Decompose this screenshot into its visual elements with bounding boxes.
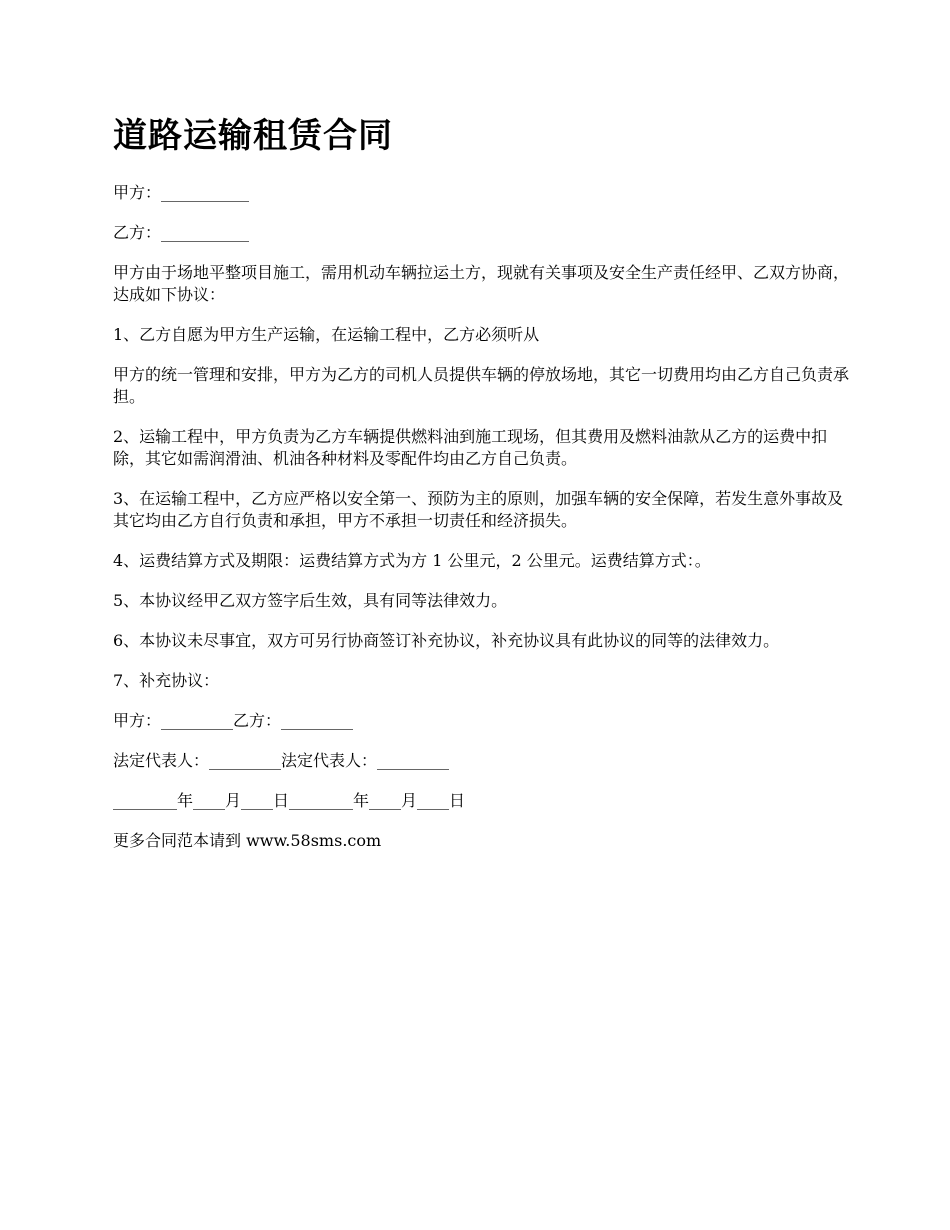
footer-link-text: 更多合同范本请到 www.58sms.com [113,831,382,850]
party-b-line: 乙方：___________ [113,223,250,242]
clause-1-continued: 甲方的统一管理和安排，甲方为乙方的司机人员提供车辆的停放场地，其它一切费用均由乙方自己负责承担。 [113,365,850,406]
document-page [113,112,853,870]
signature-dates: ________年____月____日________年____月____日 [113,791,466,810]
clause-1: 1、乙方自愿为甲方生产运输，在运输工程中，乙方必须听从 [113,325,540,344]
intro-paragraph: 甲方由于场地平整项目施工，需用机动车辆拉运土方，现就有关事项及安全生产责任经甲、乙双方协商，达成如下协议： [113,263,850,304]
signature-representatives: 法定代表人：_________法定代表人：_________ [113,751,450,770]
document-title: 道路运输租赁合同 [113,116,393,156]
clause-4: 4、运费结算方式及期限：运费结算方式为方 1 公里元，2 公里元。运费结算方式：。 [113,551,711,570]
clause-6: 6、本协议未尽事宜，双方可另行协商签订补充协议，补充协议具有此协议的同等的法律效力。 [113,631,780,650]
clause-7: 7、补充协议： [113,671,220,690]
clause-3: 3、在运输工程中，乙方应严格以安全第一、预防为主的原则，加强车辆的安全保障，若发生意外事故及其它均由乙方自行负责和承担，甲方不承担一切责任和经济损失。 [113,489,844,530]
party-a-line: 甲方：___________ [113,183,250,202]
signature-parties: 甲方：_________乙方：_________ [113,711,354,730]
clause-2: 2、运输工程中，甲方负责为乙方车辆提供燃料油到施工现场，但其费用及燃料油款从乙方的运费中扣除，其它如需润滑油、机油各种材料及零配件均由乙方自己负责。 [113,427,828,468]
clause-5: 5、本协议经甲乙双方签字后生效，具有同等法律效力。 [113,591,508,610]
